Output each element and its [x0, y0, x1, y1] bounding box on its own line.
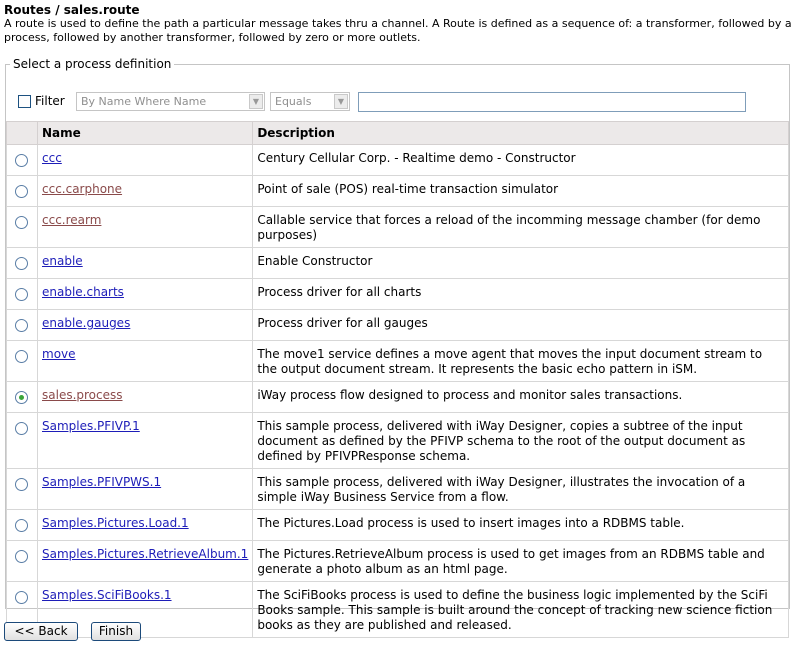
row-radio[interactable] [15, 288, 28, 301]
process-name-link[interactable]: Samples.SciFiBooks.1 [42, 588, 172, 602]
row-select-cell [7, 279, 38, 310]
row-radio[interactable] [15, 185, 28, 198]
row-description: This sample process, delivered with iWay Designer, illustrates the invocation of a simple iWay Business Service from a flow. [253, 469, 789, 510]
table-row[interactable] [7, 541, 789, 582]
process-name-link[interactable]: move [42, 347, 76, 361]
row-select-cell [7, 310, 38, 341]
row-radio[interactable] [15, 154, 28, 167]
filter-field-value: By Name Where Name [81, 95, 207, 108]
row-description: Enable Constructor [253, 248, 789, 279]
filter-label: Filter [35, 94, 65, 108]
row-select-cell [7, 541, 38, 582]
row-description: Process driver for all gauges [253, 310, 789, 341]
process-table [6, 121, 789, 638]
chevron-down-icon: ▼ [334, 94, 348, 109]
row-description: The Pictures.Load process is used to insert images into a RDBMS table. [253, 510, 789, 541]
row-radio[interactable] [15, 216, 28, 229]
filter-operator-select[interactable] [270, 92, 350, 111]
chevron-down-icon: ▼ [249, 94, 263, 109]
row-select-cell [7, 176, 38, 207]
table-row[interactable] [7, 145, 789, 176]
process-name-link[interactable]: Samples.PFIVP.1 [42, 419, 140, 433]
row-name-cell [38, 145, 253, 176]
row-name-cell [38, 310, 253, 341]
row-radio[interactable] [15, 391, 28, 404]
row-select-cell [7, 382, 38, 413]
row-description: The SciFiBooks process is used to define the business logic implemented by the SciFi Books sample. This sample is built around the concept of tracking new science fiction books as they are published and released. [253, 582, 789, 638]
finish-button[interactable]: Finish [91, 622, 141, 641]
process-name-link[interactable]: enable [42, 254, 83, 268]
process-name-link[interactable]: enable.gauges [42, 316, 131, 330]
row-name-cell [38, 176, 253, 207]
row-description: Century Cellular Corp. - Realtime demo - Constructor [253, 145, 789, 176]
back-button[interactable]: << Back [4, 622, 78, 641]
table-row[interactable] [7, 176, 789, 207]
process-name-link[interactable]: enable.charts [42, 285, 124, 299]
row-description: iWay process flow designed to process and monitor sales transactions. [253, 382, 789, 413]
process-name-link[interactable]: ccc.carphone [42, 182, 123, 196]
process-name-link[interactable]: Samples.PFIVPWS.1 [42, 475, 162, 489]
row-description: Point of sale (POS) real-time transaction simulator [253, 176, 789, 207]
row-name-cell [38, 541, 253, 582]
row-radio[interactable] [15, 519, 28, 532]
row-radio[interactable] [15, 350, 28, 363]
row-select-cell [7, 510, 38, 541]
table-row[interactable] [7, 207, 789, 248]
row-description: Process driver for all charts [253, 279, 789, 310]
table-header-row [7, 122, 789, 145]
table-row[interactable] [7, 382, 789, 413]
page-title: Routes / sales.route [4, 3, 140, 17]
panel-legend: Select a process definition [13, 57, 172, 71]
row-select-cell [7, 207, 38, 248]
description-column-header: Description [253, 122, 789, 145]
filter-field-select[interactable] [76, 92, 265, 111]
filter-checkbox[interactable] [18, 95, 31, 108]
table-row[interactable] [7, 248, 789, 279]
row-select-cell [7, 248, 38, 279]
process-name-link[interactable]: Samples.Pictures.RetrieveAlbum.1 [42, 547, 249, 561]
row-name-cell [38, 279, 253, 310]
row-radio[interactable] [15, 550, 28, 563]
row-description: Callable service that forces a reload of the incomming message chamber (for demo purposes) [253, 207, 789, 248]
table-row[interactable] [7, 341, 789, 382]
process-name-link[interactable]: ccc [42, 151, 62, 165]
page-description: A route is used to define the path a particular message takes thru a channel. A Route is defined as a sequence of: a transformer, followed by a process, followed by another transformer, followed by zero or more outlets. [4, 17, 792, 44]
table-row[interactable] [7, 510, 789, 541]
table-row[interactable] [7, 413, 789, 469]
row-select-cell [7, 469, 38, 510]
filter-value-input[interactable] [358, 92, 746, 112]
row-select-cell [7, 341, 38, 382]
row-name-cell [38, 341, 253, 382]
table-row[interactable] [7, 310, 789, 341]
name-column-header: Name [38, 122, 253, 145]
row-name-cell [38, 207, 253, 248]
select-column-header [7, 122, 38, 145]
row-radio[interactable] [15, 478, 28, 491]
process-name-link[interactable]: Samples.Pictures.Load.1 [42, 516, 189, 530]
process-name-link[interactable]: ccc.rearm [42, 213, 102, 227]
table-row[interactable] [7, 469, 789, 510]
filter-operator-value: Equals [275, 95, 312, 108]
row-select-cell [7, 413, 38, 469]
process-name-link[interactable]: sales.process [42, 388, 123, 402]
row-name-cell [38, 382, 253, 413]
row-name-cell [38, 413, 253, 469]
row-name-cell [38, 469, 253, 510]
row-radio[interactable] [15, 422, 28, 435]
row-select-cell [7, 145, 38, 176]
row-description: The Pictures.RetrieveAlbum process is used to get images from an RDBMS table and generate a photo album as an html page. [253, 541, 789, 582]
row-name-cell [38, 248, 253, 279]
row-radio[interactable] [15, 591, 28, 604]
row-description: The move1 service defines a move agent that moves the input document stream to the output document stream. It represents the basic echo pattern in iSM. [253, 341, 789, 382]
table-row[interactable] [7, 279, 789, 310]
row-radio[interactable] [15, 319, 28, 332]
row-name-cell [38, 510, 253, 541]
row-radio[interactable] [15, 257, 28, 270]
row-description: This sample process, delivered with iWay Designer, copies a subtree of the input document as defined by the PFIVP schema to the root of the output document as defined by PFIVPResponse schema. [253, 413, 789, 469]
filter-row [18, 92, 778, 112]
